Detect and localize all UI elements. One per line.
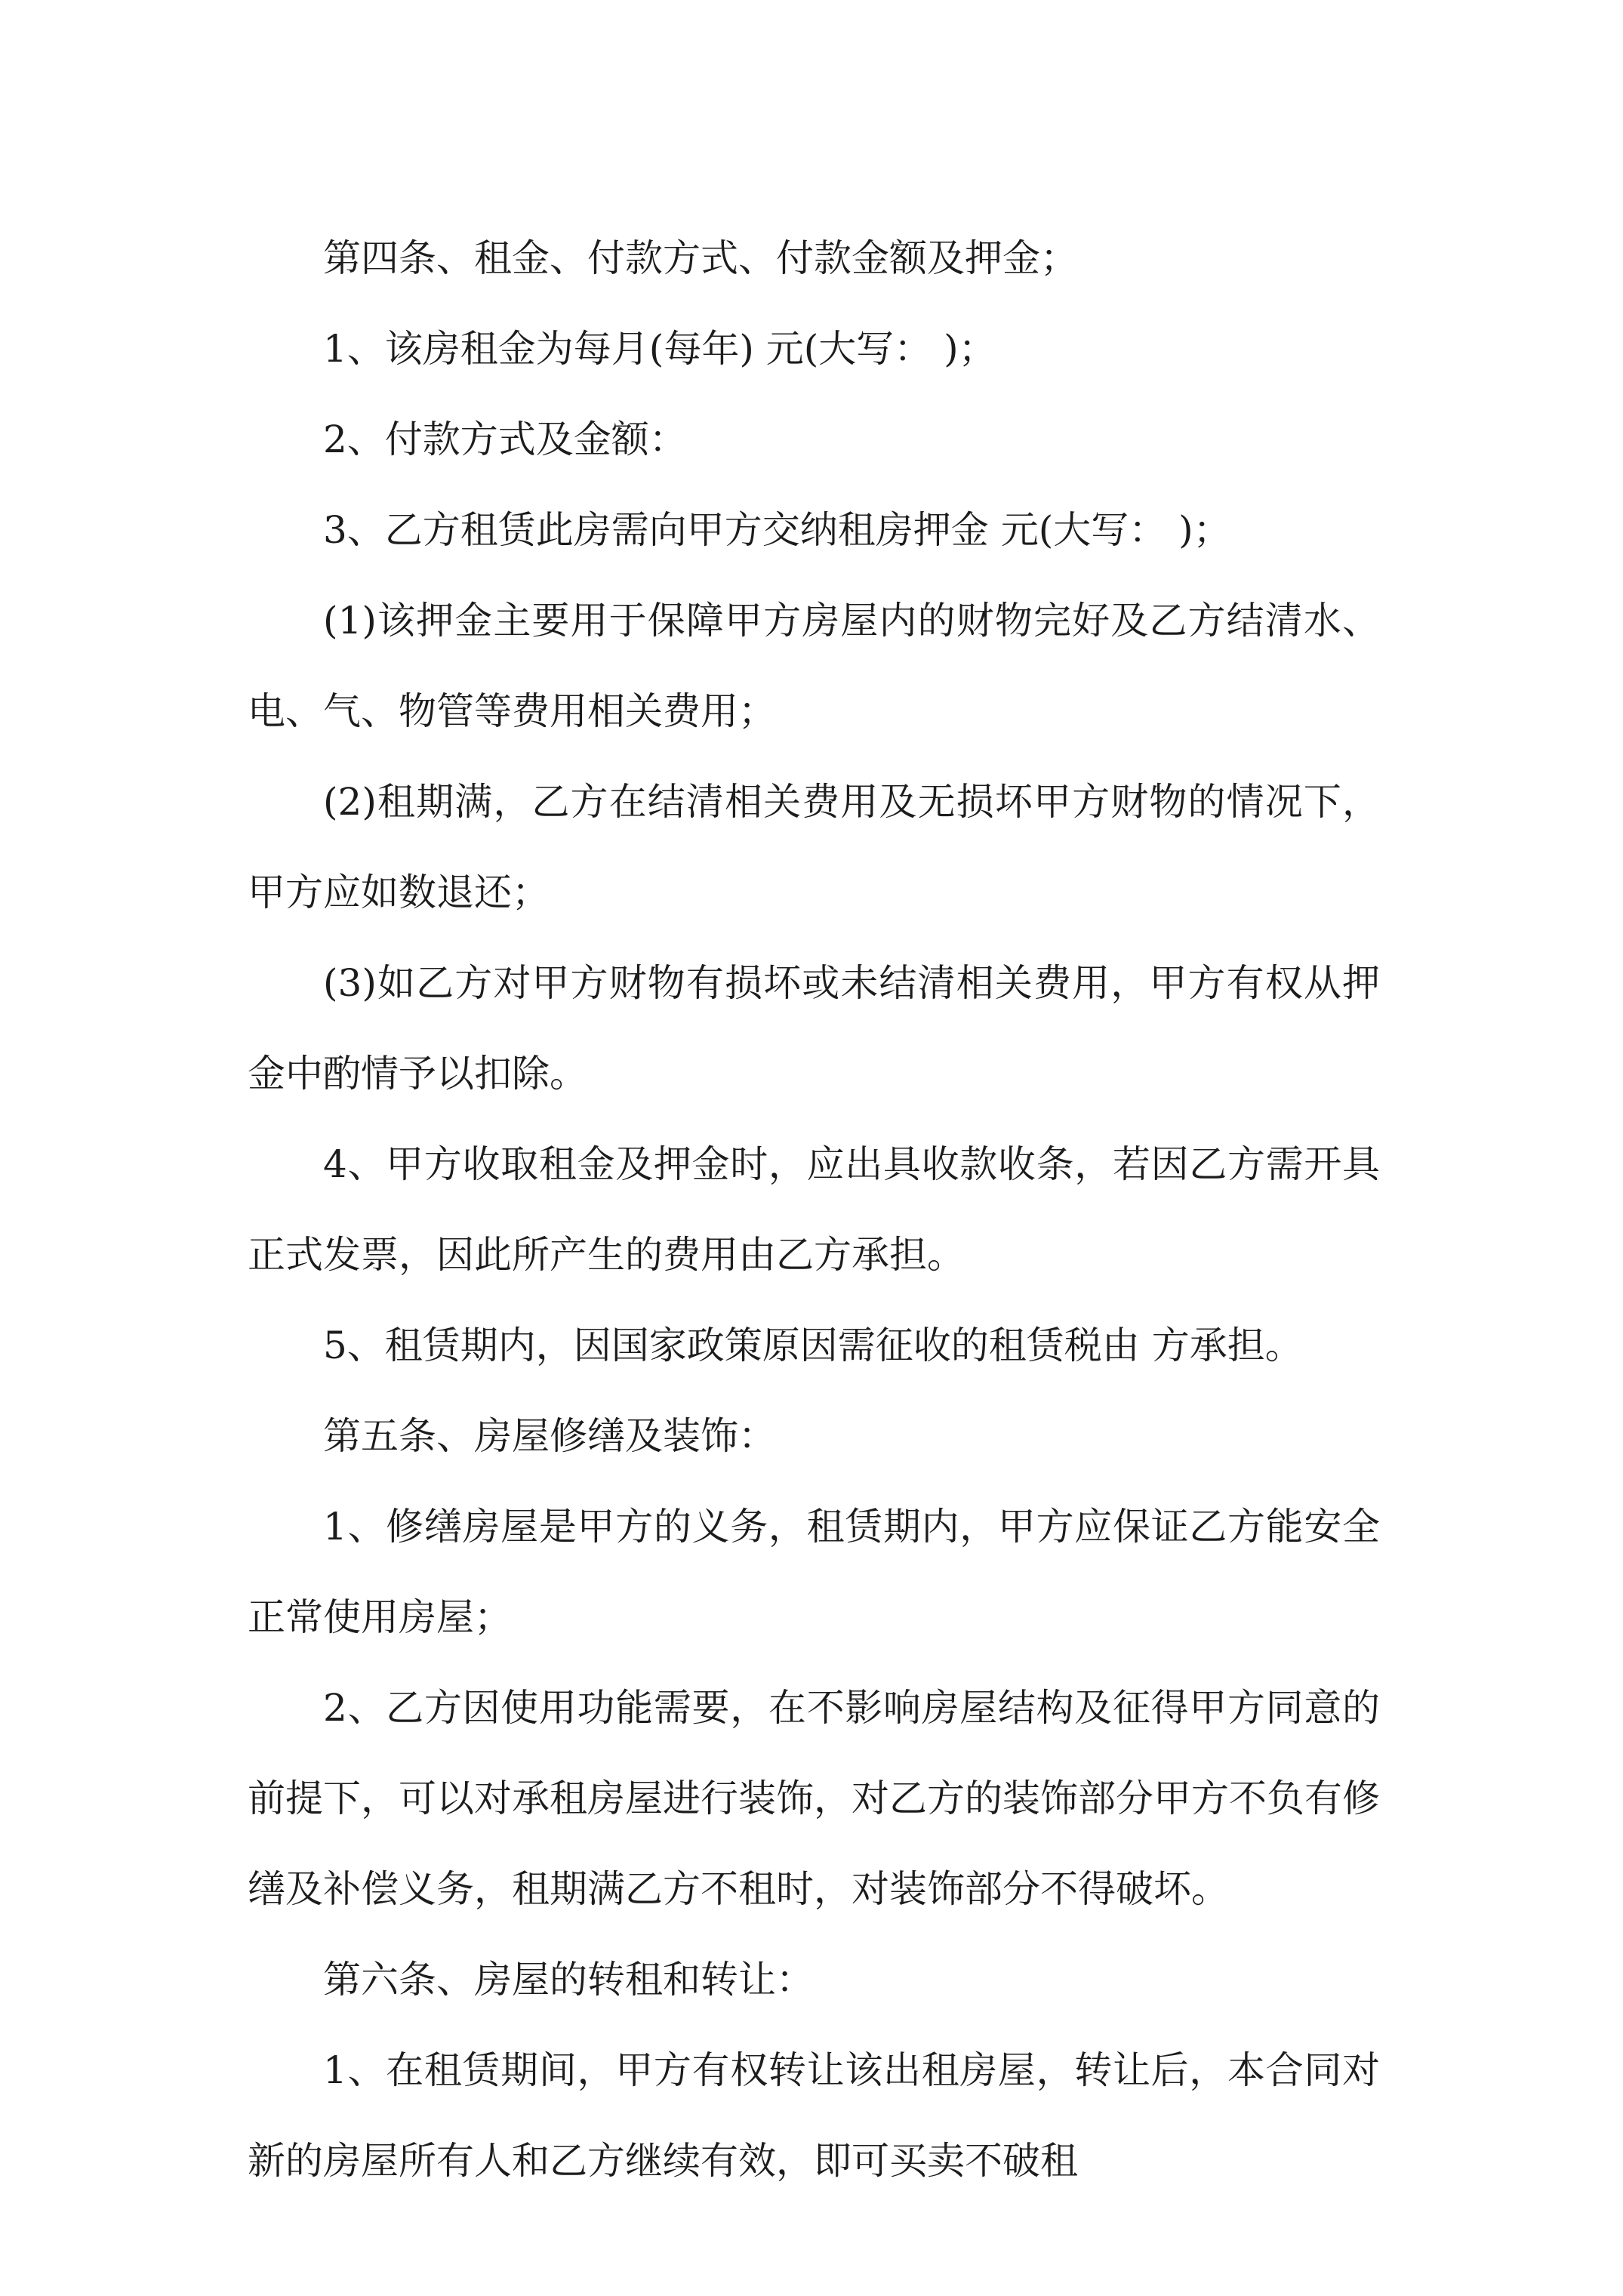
article-4-clause-5: 5、租赁期内，因国家政策原因需征收的租赁税由 方承担。 <box>323 1324 1303 1367</box>
article-4-clause-4: 4、甲方收取租金及押金时，应出具收款收条，若因乙方需开具正式发票，因此所产生的费用由乙方承担。 <box>248 1142 1380 1277</box>
article-4-clause-3-item-2: (2)租期满，乙方在结清相关费用及无损坏甲方财物的情况下，甲方应如数退还； <box>248 780 1380 914</box>
article-4-clause-3: 3、乙方租赁此房需向甲方交纳租房押金 元(大写： )； <box>323 508 1231 552</box>
article-6-clause-1: 1、在租赁期间，甲方有权转让该出租房屋，转让后，本合同对新的房屋所有人和乙方继续有效，即可买卖不破租 <box>248 2048 1380 2183</box>
article-4-heading: 第四条、租金、付款方式、付款金额及押金； <box>323 236 1078 280</box>
article-6-heading: 第六条、房屋的转租和转让： <box>323 1958 814 2002</box>
article-4-clause-1: 1、该房租金为每月(每年) 元(大写： )； <box>323 327 996 371</box>
article-5-clause-1: 1、修缮房屋是甲方的义务，租赁期内，甲方应保证乙方能安全正常使用房屋； <box>248 1505 1380 1639</box>
document-body <box>248 213 1380 2206</box>
article-4-clause-2: 2、付款方式及金额： <box>323 418 687 461</box>
article-5-clause-2: 2、乙方因使用功能需要，在不影响房屋结构及征得甲方同意的前提下，可以对承租房屋进行装饰，对乙方的装饰部分甲方不负有修缮及补偿义务，租期满乙方不租时，对装饰部分不得破坏。 <box>248 1686 1380 1911</box>
article-5-heading: 第五条、房屋修缮及装饰： <box>323 1414 776 1458</box>
article-4-clause-3-item-3: (3)如乙方对甲方财物有损坏或未结清相关费用，甲方有权从押金中酌情予以扣除。 <box>248 961 1380 1096</box>
article-4-clause-3-item-1: (1)该押金主要用于保障甲方房屋内的财物完好及乙方结清水、电、气、物管等费用相关费用； <box>248 599 1380 733</box>
